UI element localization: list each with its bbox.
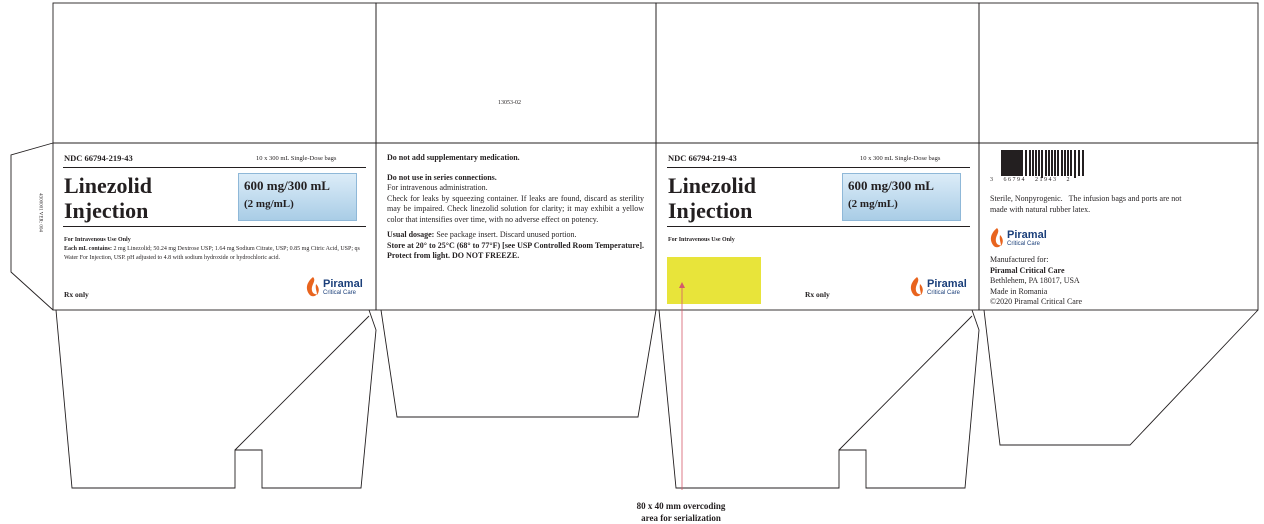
side-dosage-label: Usual dosage:	[387, 230, 435, 239]
back-strength-box	[842, 173, 961, 221]
end-logo-word: Piramal	[1007, 228, 1047, 241]
front-contains	[64, 245, 367, 263]
front-logo-sub: Critical Care	[323, 289, 357, 296]
back-logo-word: Piramal	[927, 277, 967, 290]
back-top-rule	[667, 167, 970, 168]
back-mid-rule	[667, 226, 970, 227]
callout-line	[676, 282, 688, 492]
back-title-line1: Linezolid	[668, 173, 757, 198]
end-manufacturer	[990, 255, 1082, 308]
end-mfd-for: Manufactured for:	[990, 255, 1049, 264]
side-no-series: Do not use in series connections.	[387, 172, 497, 182]
end-company: Piramal Critical Care	[990, 265, 1065, 275]
end-made-in: Made in Romania	[990, 286, 1048, 296]
front-title	[64, 173, 152, 223]
overcoding-callout	[606, 500, 756, 524]
front-title-line2: Injection	[64, 198, 149, 223]
back-title	[668, 173, 756, 223]
back-logo-sub: Critical Care	[927, 289, 961, 296]
end-copyright: ©2020 Piramal Critical Care	[990, 297, 1083, 306]
front-rx-only: Rx only	[64, 290, 89, 299]
back-strength: 600 mg/300 mL	[848, 178, 934, 193]
front-concentration: (2 mg/mL)	[244, 198, 294, 210]
side-storage: Store at 20° to 25°C (68° to 77°F) [see USP Controlled Room Temperature]. Protect from light. DO NOT FREEZE.	[387, 240, 644, 260]
end-latex-statement	[990, 194, 1190, 215]
back-route: For Intravenous Use Only	[668, 237, 735, 243]
glue-flap-code: 4300001 VER: 004	[37, 193, 43, 232]
piramal-flame-icon	[989, 227, 1005, 249]
end-latex: The infusion bags and ports are not made with natural rubber latex.	[990, 194, 1182, 214]
piramal-flame-icon	[305, 276, 321, 298]
back-pack-size: 10 x 300 mL Single-Dose bags	[860, 155, 941, 162]
end-logo-sub: Critical Care	[1007, 240, 1041, 247]
back-concentration: (2 mg/mL)	[848, 198, 898, 210]
side-dosage-text: See package insert. Discard unused portion.	[436, 230, 577, 239]
side-text-block	[387, 153, 644, 262]
front-route: For Intravenous Use Only	[64, 237, 131, 243]
front-contains-label: Each mL contains:	[64, 246, 113, 252]
callout-line2: area for serialization	[641, 513, 721, 523]
back-title-line2: Injection	[668, 198, 753, 223]
top-flap-code: 13053-02	[498, 100, 521, 106]
side-dosage	[387, 230, 644, 241]
front-strength-box	[238, 173, 357, 221]
callout-line1: 80 x 40 mm overcoding	[636, 501, 726, 511]
barcode-digits: 3 66794 21943 2	[990, 177, 1071, 183]
front-pack-size: 10 x 300 mL Single-Dose bags	[256, 155, 337, 162]
end-piramal-logo	[989, 227, 1047, 249]
front-top-rule	[63, 167, 366, 168]
front-mid-rule	[63, 226, 366, 227]
front-title-line1: Linezolid	[64, 173, 153, 198]
front-strength: 600 mg/300 mL	[244, 178, 330, 193]
back-ndc: NDC 66794-219-43	[668, 153, 737, 163]
front-ndc: NDC 66794-219-43	[64, 153, 133, 163]
back-piramal-logo	[909, 276, 967, 298]
side-leak-check: Check for leaks by squeezing container. If leaks are found, discard as sterility may be impaired. Check linezolid solution for clarity; it may exhibit a yellow color that intensifies over time, with no adverse effect on potency.	[387, 193, 644, 224]
back-rx-only: Rx only	[805, 290, 830, 299]
piramal-flame-icon	[909, 276, 925, 298]
end-city: Bethlehem, PA 18017, USA	[990, 276, 1080, 285]
side-iv-admin: For intravenous administration.	[387, 183, 488, 192]
front-piramal-logo	[305, 276, 363, 298]
end-sterile: Sterile, Nonpyrogenic.	[990, 194, 1063, 203]
front-contains-text: 2 mg Linezolid; 50.24 mg Dextrose USP; 1.64 mg Sodium Citrate, USP; 0.85 mg Citric Acid, USP; qs Water For Injection, USP. pH adjusted to 4.8 with sodium hydroxide or hydrochloric acid.	[64, 246, 360, 261]
side-no-supplement: Do not add supplementary medication.	[387, 153, 520, 162]
front-logo-word: Piramal	[323, 277, 363, 290]
